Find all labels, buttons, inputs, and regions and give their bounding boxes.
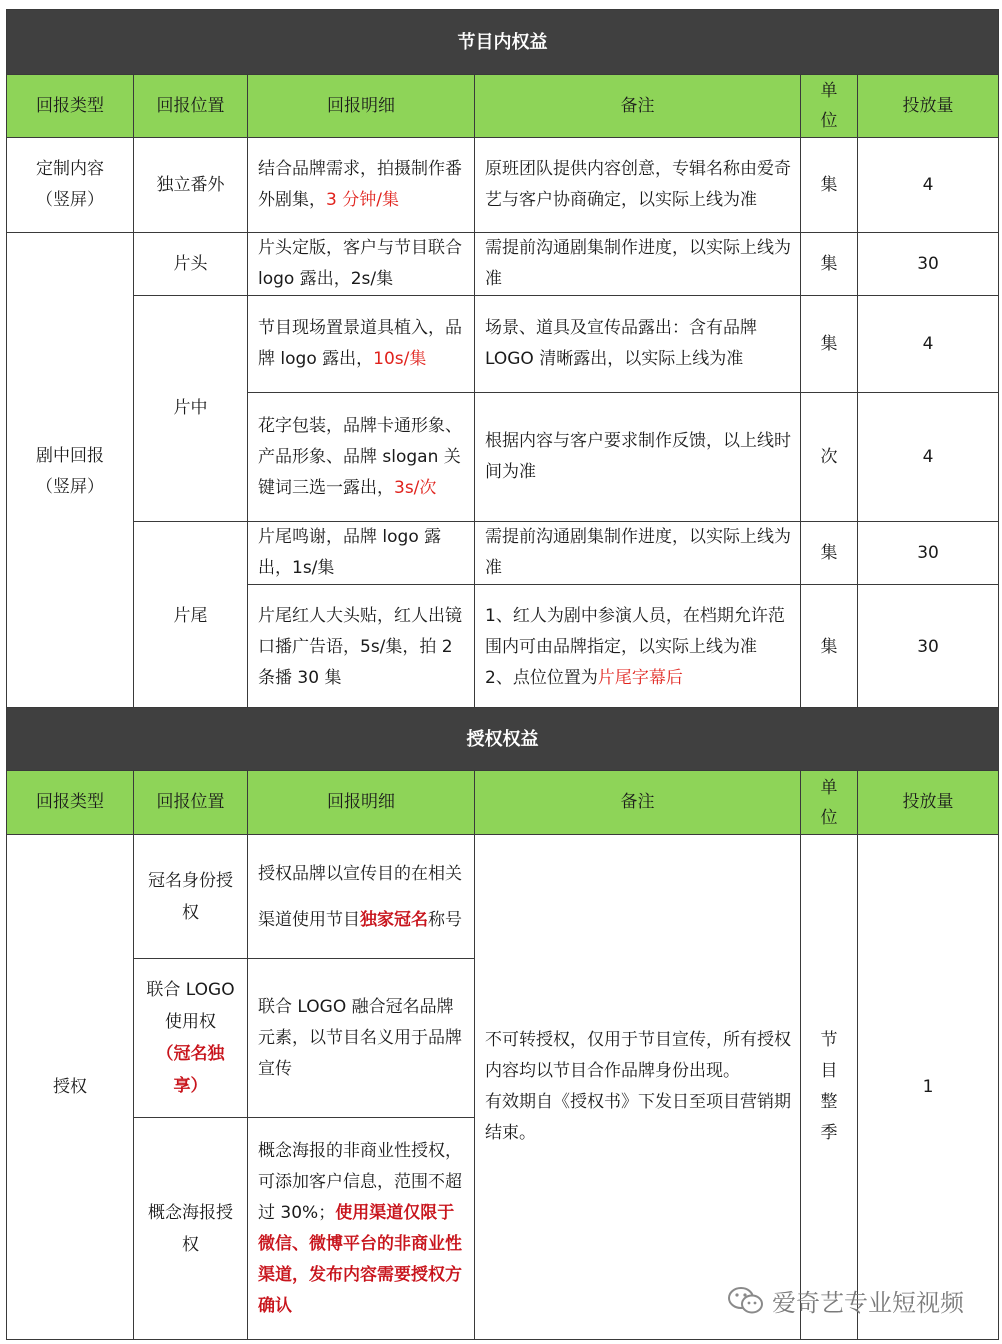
header-quantity: 投放量 [858,75,999,138]
note-middle-1: 场景、道具及宣传品露出：含有品牌 LOGO 清晰露出，以实际上线为准 [475,296,801,393]
header-type: 回报类型 [7,75,134,138]
note-tail-2: 1、红人为剧中参演人员，在档期允许范围内可由品牌指定，以实际上线为准 2、点位位置为片尾字幕后 [475,585,801,711]
header-position: 回报位置 [134,75,248,138]
qty-head: 30 [858,233,999,296]
qty-middle-2: 4 [858,393,999,522]
position-joint-logo: 联合 LOGO 使用权 （冠名独享） [134,959,248,1118]
detail-poster: 概念海报的非商业性授权，可添加客户信息，范围不超过 30%；使用渠道仅限于微信、微博平台的非商业性渠道，发布内容需要授权方确认 [248,1118,475,1340]
header-unit: 单位 [801,75,858,138]
section-title: 节目内权益 [7,10,999,75]
qty-license: 1 [858,835,999,1340]
header-type: 回报类型 [7,771,134,835]
header-quantity: 投放量 [858,771,999,835]
header-detail: 回报明细 [248,75,475,138]
watermark-text: 爱奇艺专业短视频 [772,1289,964,1317]
license-benefits-table [6,707,999,1340]
position-poster: 概念海报授权 [134,1118,248,1340]
header-detail: 回报明细 [248,771,475,835]
qty-tail-2: 30 [858,585,999,711]
unit-tail-2: 集 [801,585,858,711]
qty-custom: 4 [858,138,999,233]
note-custom: 原班团队提供内容创意，专辑名称由爱奇艺与客户协商确定，以实际上线为准 [475,138,801,233]
qty-tail-1: 30 [858,522,999,585]
header-note: 备注 [475,75,801,138]
unit-middle-1: 集 [801,296,858,393]
unit-tail-1: 集 [801,522,858,585]
section-title: 授权权益 [7,708,999,771]
note-tail-1: 需提前沟通剧集制作进度，以实际上线为准 [475,522,801,585]
unit-custom: 集 [801,138,858,233]
note-middle-2: 根据内容与客户要求制作反馈，以上线时间为准 [475,393,801,522]
unit-license: 节目整季 [801,835,858,1340]
position-middle: 片中 [134,296,248,522]
position-head: 片头 [134,233,248,296]
detail-custom: 结合品牌需求，拍摄制作番外剧集，3 分钟/集 [248,138,475,233]
header-unit: 单位 [801,771,858,835]
position-bonus: 独立番外 [134,138,248,233]
detail-middle-1: 节目现场置景道具植入，品牌 logo 露出，10s/集 [248,296,475,393]
unit-head: 集 [801,233,858,296]
wechat-icon [726,1285,766,1317]
detail-joint-logo: 联合 LOGO 融合冠名品牌元素，以节目名义用于品牌宣传 [248,959,475,1118]
detail-tail-1: 片尾鸣谢，品牌 logo 露出，1s/集 [248,522,475,585]
type-midroll: 剧中回报（竖屏） [7,233,134,711]
unit-middle-2: 次 [801,393,858,522]
type-custom: 定制内容（竖屏） [7,138,134,233]
note-license: 不可转授权，仅用于节目宣传，所有授权内容均以节目合作品牌身份出现。 有效期自《授权书》下发日至项目营销期结束。 [475,835,801,1340]
header-note: 备注 [475,771,801,835]
detail-head: 片头定版，客户与节目联合 logo 露出，2s/集 [248,233,475,296]
program-benefits-table [6,9,999,711]
note-head: 需提前沟通剧集制作进度，以实际上线为准 [475,233,801,296]
type-license: 授权 [7,835,134,1340]
position-tail: 片尾 [134,522,248,711]
detail-tail-2: 片尾红人大头贴，红人出镜口播广告语，5s/集，拍 2 条播 30 集 [248,585,475,711]
position-title-license: 冠名身份授权 [134,835,248,959]
header-position: 回报位置 [134,771,248,835]
detail-middle-2: 花字包装，品牌卡通形象、产品形象、品牌 slogan 关键词三选一露出，3s/次 [248,393,475,522]
watermark [726,1283,964,1318]
detail-title-license: 授权品牌以宣传目的在相关渠道使用节目独家冠名称号 [248,835,475,959]
qty-middle-1: 4 [858,296,999,393]
